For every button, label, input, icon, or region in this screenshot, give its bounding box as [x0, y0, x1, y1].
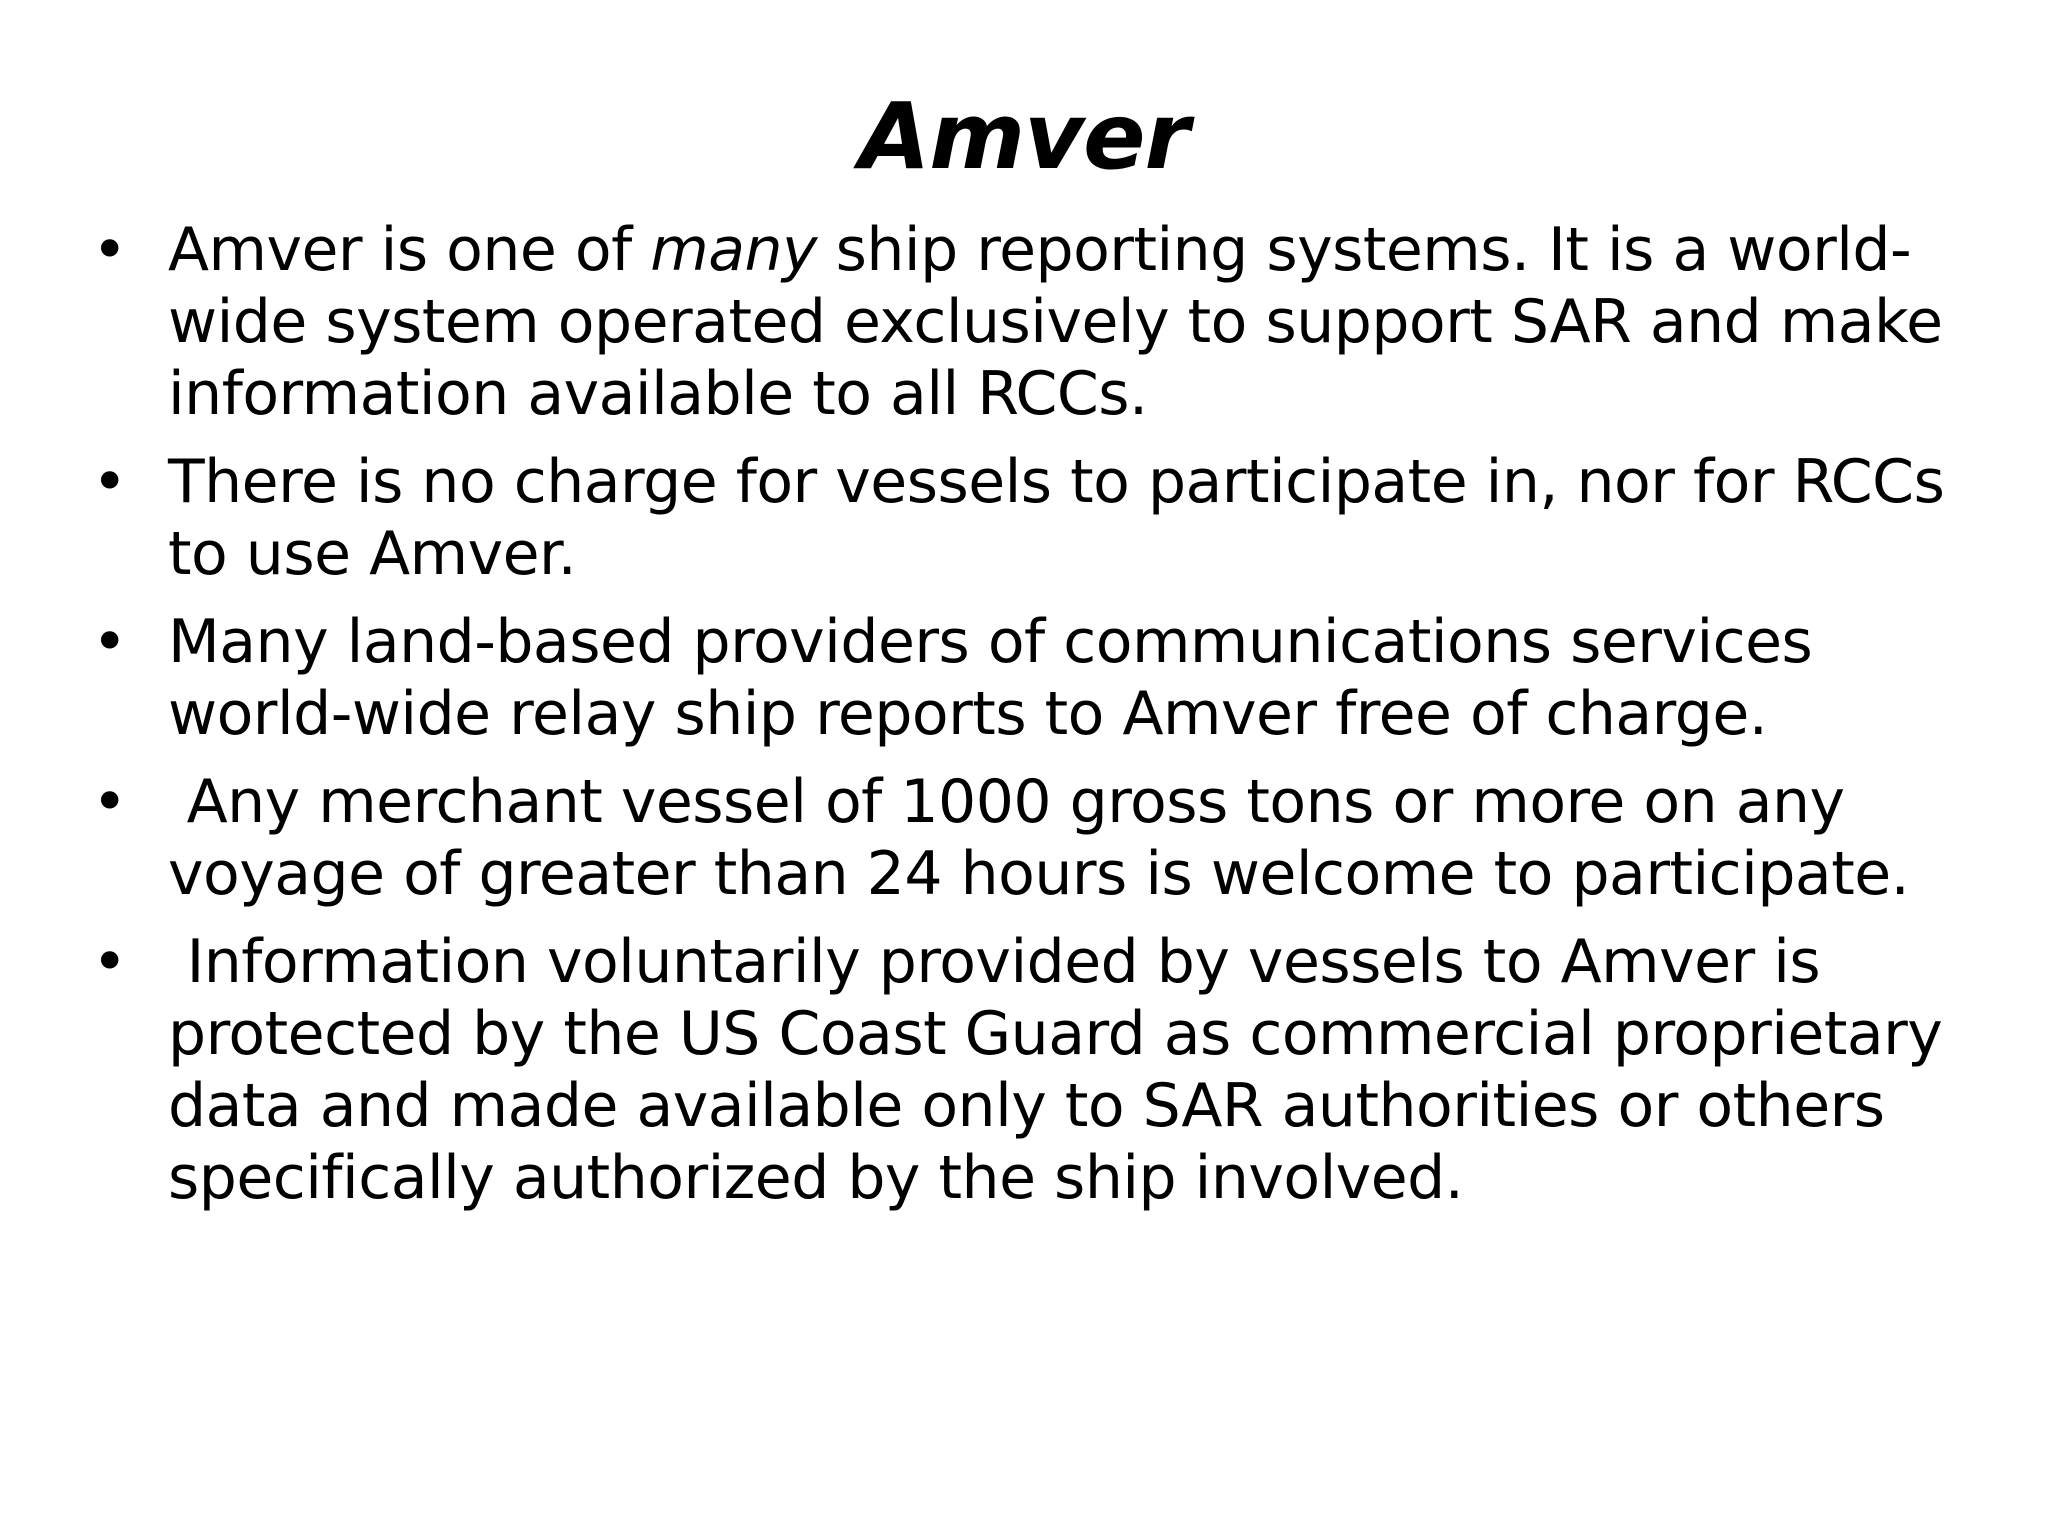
- bullet-icon: •: [92, 607, 127, 677]
- bullet-text-post: ship reporting systems. It is a world-wide system operated exclusively to support SAR and make information available to all RCCs.: [168, 215, 1943, 429]
- bullet-text-emphasis: many: [650, 215, 818, 285]
- bullet-text: Many land-based providers of communications services world-wide relay ship reports to Amver free of charge.: [168, 607, 1813, 749]
- bullet-text: Information voluntarily provided by vessels to Amver is protected by the US Coast Guard as commercial proprietary data and made available only to SAR authorities or others specifically authorized by the ship involved.: [168, 927, 1961, 1213]
- bullet-item: [92, 214, 1972, 430]
- bullet-icon: •: [92, 927, 127, 997]
- bullet-icon: •: [92, 447, 127, 517]
- bullet-text: Any merchant vessel of 1000 gross tons or more on any voyage of greater than 24 hours is welcome to participate.: [168, 767, 1910, 909]
- bullet-text: There is no charge for vessels to participate in, nor for RCCs to use Amver.: [168, 447, 1945, 589]
- bullet-list: [92, 214, 1972, 1230]
- bullet-item: [92, 926, 1972, 1214]
- slide-title: Amver: [859, 83, 1189, 190]
- bullet-item: [92, 766, 1972, 910]
- bullet-item: [92, 446, 1972, 590]
- bullet-icon: •: [92, 767, 127, 837]
- bullet-text-pre: Amver is one of: [168, 215, 651, 285]
- bullet-item: [92, 606, 1972, 750]
- bullet-icon: •: [92, 215, 127, 285]
